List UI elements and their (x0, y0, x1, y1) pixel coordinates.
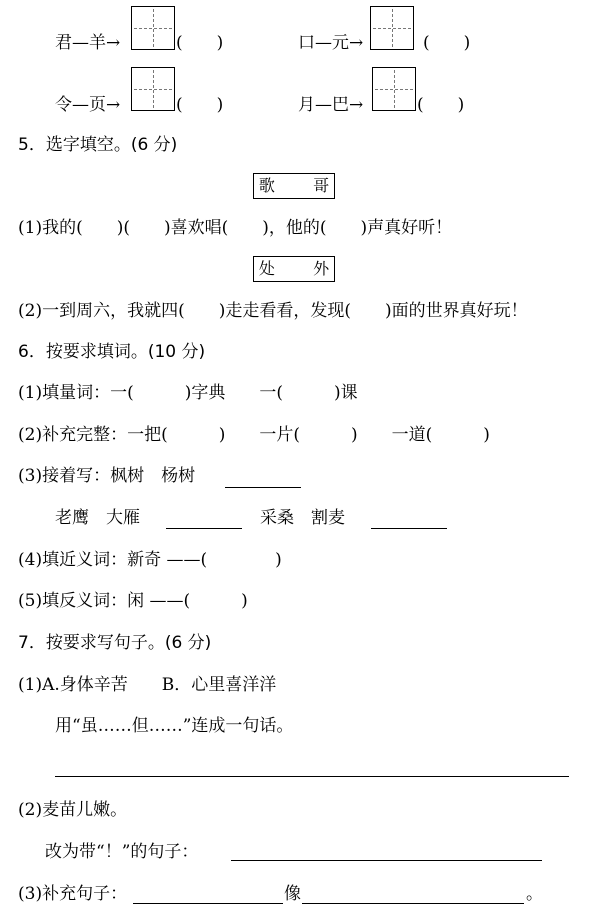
q7-title: 7．按要求写句子。(6 分) (18, 633, 212, 653)
q4-row2-left-grid[interactable] (131, 67, 175, 111)
q6-line3-blank[interactable] (225, 487, 301, 488)
q4-row1-right-paren[interactable]: ( ) (423, 33, 471, 53)
q7-line4: 改为带“！”的句子： (45, 842, 199, 862)
q4-row1-left-grid[interactable] (131, 6, 175, 50)
q6-line2[interactable]: (2)补充完整：一把( ) 一片( ) 一道( ) (18, 425, 490, 445)
q5-title: 5．选字填空。(6 分) (18, 135, 178, 155)
q6-line4-blank-a[interactable] (166, 528, 242, 529)
q4-row1-right-grid[interactable] (370, 6, 414, 50)
q6-line4-a: 老鹰 大雁 (55, 508, 140, 528)
q7-line5-c: 。 (526, 884, 543, 904)
q6-line4-blank-b[interactable] (371, 528, 447, 529)
q4-row1-right-text: 口—元→ (298, 33, 364, 53)
q5-word-box-2 (253, 256, 335, 282)
q7-line1: (1)A.身体辛苦 B．心里喜洋洋 (18, 675, 277, 695)
q6-line5[interactable]: (4)填近义词：新奇 ——( ) (18, 550, 282, 570)
q6-title: 6．按要求填词。(10 分) (18, 342, 206, 362)
q4-row2-left-paren[interactable]: ( ) (176, 95, 224, 115)
q5-box2-char-a: 处 (258, 259, 275, 278)
q6-line4-b: 采桑 割麦 (260, 508, 345, 528)
q7-line2: 用“虽……但……”连成一句话。 (55, 716, 294, 736)
q7-line5-a: (3)补充句子： (18, 884, 128, 904)
q6-line6[interactable]: (5)填反义词：闲 ——( ) (18, 591, 248, 611)
q5-box2-char-b: 外 (313, 259, 330, 278)
q7-blank-a[interactable] (133, 903, 283, 904)
q6-line1[interactable]: (1)填量词：一( )字典 一( )课 (18, 383, 358, 403)
q5-box1-char-b: 哥 (313, 176, 330, 195)
q4-row2-right-paren[interactable]: ( ) (417, 95, 465, 115)
q5-line2[interactable]: (2)一到周六，我就四( )走走看看，发现( )面的世界真好玩！ (18, 301, 528, 321)
q5-box1-char-a: 歌 (258, 176, 275, 195)
q4-row2-right-text: 月—巴→ (298, 95, 364, 115)
q5-line1[interactable]: (1)我的( )( )喜欢唱( )，他的( )声真好听！ (18, 218, 453, 238)
q4-row2-right-grid[interactable] (372, 67, 416, 111)
q4-row2-left-text: 令—页→ (55, 95, 121, 115)
q4-row1-left-text: 君—羊→ (55, 33, 121, 53)
q7-line5-b: 像 (284, 884, 301, 904)
q7-answer-line-1[interactable] (55, 776, 569, 777)
q6-line3-label: (3)接着写：枫树 杨树 (18, 466, 196, 486)
q7-line3: (2)麦苗儿嫩。 (18, 800, 128, 820)
q5-word-box-1 (253, 173, 335, 199)
q7-answer-line-2[interactable] (231, 860, 542, 861)
q4-row1-left-paren[interactable]: ( ) (176, 33, 224, 53)
q7-blank-b[interactable] (302, 903, 524, 904)
